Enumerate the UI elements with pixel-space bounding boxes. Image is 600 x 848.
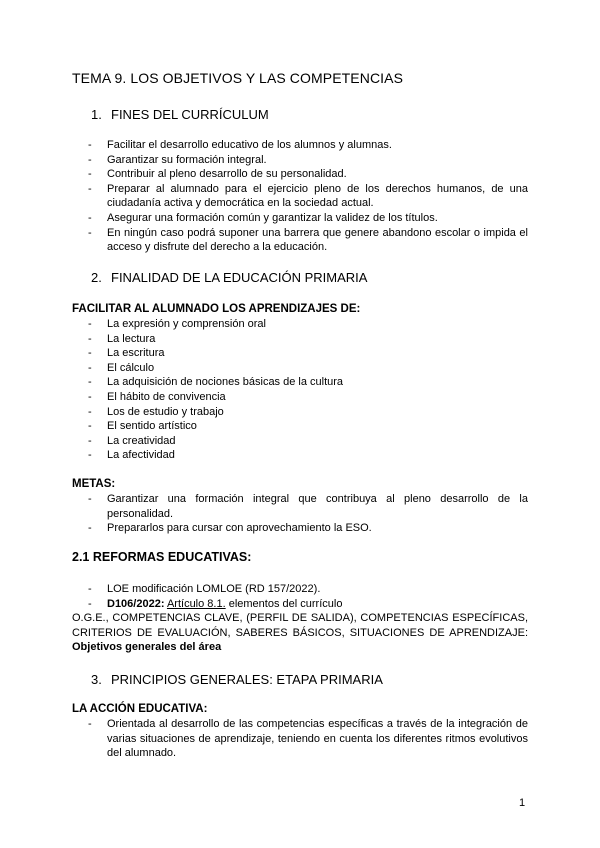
decree-label: D106/2022: bbox=[107, 597, 165, 610]
list-item: - La adquisición de nociones básicas de la cultura bbox=[88, 375, 528, 390]
page-number: 1 bbox=[519, 797, 526, 809]
article-link[interactable]: Artículo 8.1. bbox=[166, 597, 226, 610]
section-2-heading bbox=[91, 270, 367, 285]
list-item: - La creatividad bbox=[88, 434, 528, 449]
section-1-number: 1. bbox=[91, 107, 102, 122]
curriculum-elements-bold: Objetivos generales del área bbox=[72, 641, 222, 654]
list-item: - La expresión y comprensión oral bbox=[88, 317, 528, 332]
section-3-number: 3. bbox=[91, 672, 102, 687]
aprendizajes-list bbox=[88, 317, 528, 463]
section-3-title: PRINCIPIOS GENERALES: ETAPA PRIMARIA bbox=[111, 672, 383, 687]
list-item: - Garantizar una formación integral que contribuya al pleno desarrollo de la personalidad. bbox=[88, 492, 528, 521]
list-item: - La escritura bbox=[88, 346, 528, 361]
list-item: - Preparar al alumnado para el ejercicio pleno de los derechos humanos, de una ciudadanía activa y democrática en la sociedad actual. bbox=[88, 182, 528, 211]
list-item: - Asegurar una formación común y garantizar la validez de los títulos. bbox=[88, 211, 528, 226]
section-1-heading bbox=[91, 107, 269, 122]
list-item bbox=[88, 597, 528, 612]
list-item: - Prepararlos para cursar con aprovechamiento la ESO. bbox=[88, 521, 528, 536]
section-2-title: FINALIDAD DE LA EDUCACIÓN PRIMARIA bbox=[111, 270, 368, 285]
list-item: - Contribuir al pleno desarrollo de su personalidad. bbox=[88, 167, 528, 182]
reformas-heading: 2.1 REFORMAS EDUCATIVAS: bbox=[72, 550, 252, 564]
metas-list bbox=[88, 492, 528, 536]
section-1-title: FINES DEL CURRÍCULUM bbox=[111, 107, 269, 122]
list-item: - En ningún caso podrá suponer una barrera que genere abandono escolar o impida el acceso y disfrute del derecho a la educación. bbox=[88, 226, 528, 255]
list-item: - La afectividad bbox=[88, 448, 528, 463]
aprendizajes-subheading: FACILITAR AL ALUMNADO LOS APRENDIZAJES DE: bbox=[72, 303, 361, 315]
list-item: - El sentido artístico bbox=[88, 419, 528, 434]
list-item: - El hábito de convivencia bbox=[88, 390, 528, 405]
list-item: - Facilitar el desarrollo educativo de los alumnos y alumnas. bbox=[88, 138, 528, 153]
fines-list bbox=[88, 138, 528, 255]
list-item: - LOE modificación LOMLOE (RD 157/2022). bbox=[88, 582, 528, 597]
document-title: TEMA 9. LOS OBJETIVOS Y LAS COMPETENCIAS bbox=[72, 70, 404, 86]
reformas-list bbox=[88, 582, 528, 611]
list-item: - El cálculo bbox=[88, 361, 528, 376]
list-item: - Los de estudio y trabajo bbox=[88, 405, 528, 420]
accion-educativa-subheading: LA ACCIÓN EDUCATIVA: bbox=[72, 703, 208, 715]
accion-educativa-list bbox=[88, 717, 528, 761]
list-item: - La lectura bbox=[88, 332, 528, 347]
section-2-number: 2. bbox=[91, 270, 102, 285]
decree-description: elementos del currículo bbox=[225, 597, 343, 610]
curriculum-elements-text: O.G.E., COMPETENCIAS CLAVE, (PERFIL DE SALIDA), COMPETENCIAS ESPECÍFICAS, CRITERIOS DE EVALUACIÓN, SABERES BÁSICOS, SITUACIONES DE APRENDIZAJE: bbox=[72, 612, 528, 639]
section-3-heading bbox=[91, 672, 383, 687]
list-item: - Garantizar su formación integral. bbox=[88, 153, 528, 168]
curriculum-elements-paragraph bbox=[72, 611, 528, 655]
list-item: - Orientada al desarrollo de las competencias específicas a través de la integración de varias situaciones de aprendizaje, teniendo en cuenta los diferentes ritmos evolutivos del alumnado. bbox=[88, 717, 528, 761]
metas-subheading: METAS: bbox=[72, 478, 116, 490]
